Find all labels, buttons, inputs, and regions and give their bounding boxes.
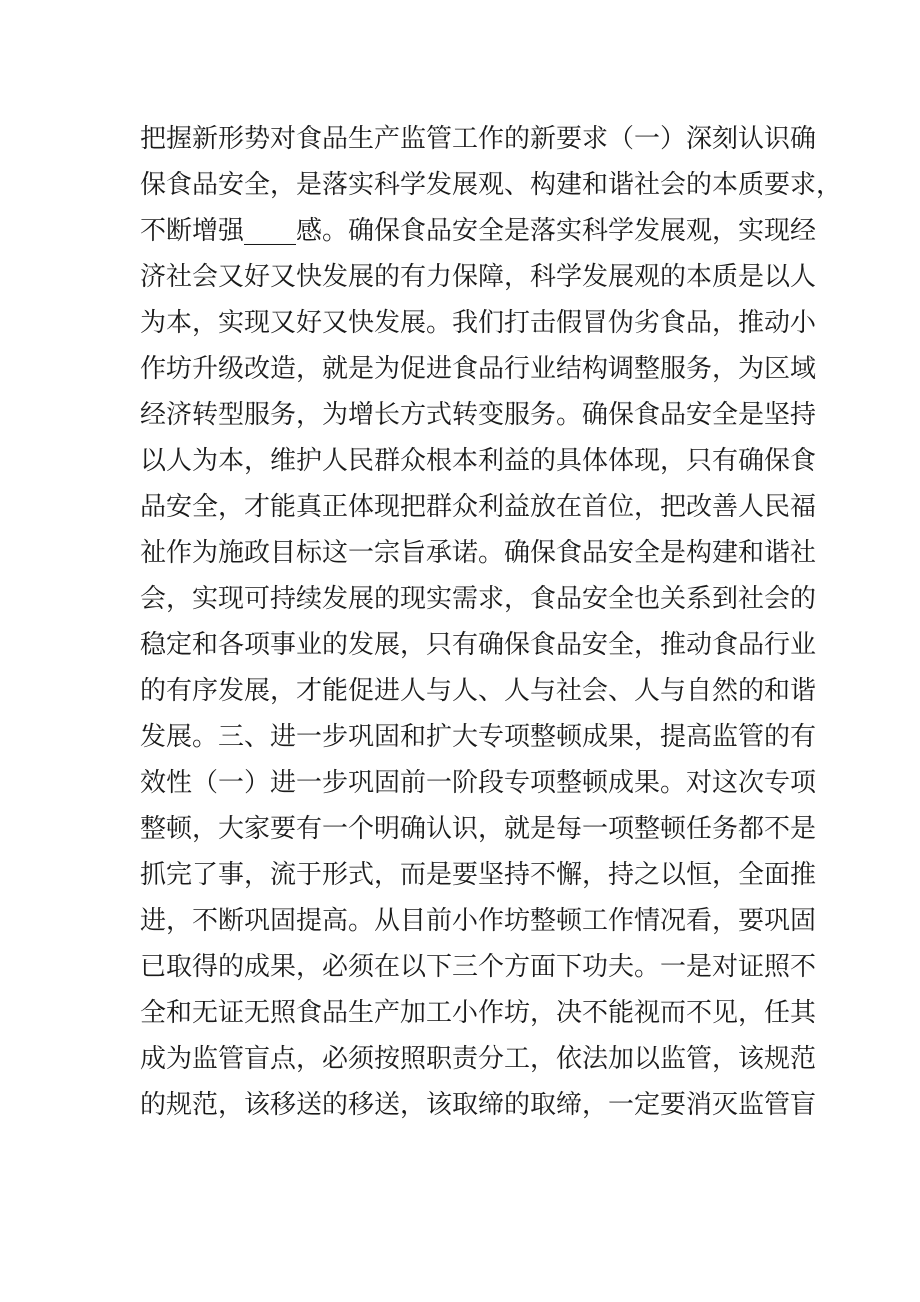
text-line-11: 会，实现可持续发展的现实需求，食品安全也关系到社会的 (140, 584, 817, 614)
text-line-22: 的规范，该移送的移送，该取缔的取缔，一定要消灭监管盲 (140, 1090, 817, 1120)
text-line-3: 不断增强____感。确保食品安全是落实科学发展观，实现经 (140, 216, 817, 246)
text-line-18: 进，不断巩固提高。从目前小作坊整顿工作情况看，要巩固 (140, 906, 817, 936)
text-line-2: 保食品安全，是落实科学发展观、构建和谐社会的本质要求， (140, 170, 843, 200)
text-line-20: 全和无证无照食品生产加工小作坊，决不能视而不见，任其 (140, 998, 817, 1028)
text-line-12: 稳定和各项事业的发展，只有确保食品安全，推动食品行业 (140, 630, 817, 660)
text-line-13: 的有序发展，才能促进人与人、人与社会、人与自然的和谐 (140, 676, 817, 706)
text-line-16: 整顿，大家要有一个明确认识，就是每一项整顿任务都不是 (140, 814, 817, 844)
text-line-21: 成为监管盲点，必须按照职责分工，依法加以监管，该规范 (140, 1044, 817, 1074)
text-line-7: 经济转型服务，为增长方式转变服务。确保食品安全是坚持 (140, 400, 817, 430)
text-line-8: 以人为本，维护人民群众根本利益的具体体现，只有确保食 (140, 446, 817, 476)
text-line-5: 为本，实现又好又快发展。我们打击假冒伪劣食品，推动小 (140, 308, 817, 338)
text-line-17: 抓完了事，流于形式，而是要坚持不懈，持之以恒，全面推 (140, 860, 817, 890)
text-line-6: 作坊升级改造，就是为促进食品行业结构调整服务，为区域 (140, 354, 817, 384)
text-line-4: 济社会又好又快发展的有力保障，科学发展观的本质是以人 (140, 262, 817, 292)
text-line-19: 已取得的成果，必须在以下三个方面下功夫。一是对证照不 (140, 952, 817, 982)
text-line-10: 祉作为施政目标这一宗旨承诺。确保食品安全是构建和谐社 (140, 538, 817, 568)
text-line-1: 把握新形势对食品生产监管工作的新要求（一）深刻认识确 (140, 124, 817, 154)
text-line-9: 品安全，才能真正体现把群众利益放在首位，把改善人民福 (140, 492, 817, 522)
text-line-14: 发展。三、进一步巩固和扩大专项整顿成果，提高监管的有 (140, 722, 817, 752)
text-line-15: 效性（一）进一步巩固前一阶段专项整顿成果。对这次专项 (140, 768, 817, 798)
